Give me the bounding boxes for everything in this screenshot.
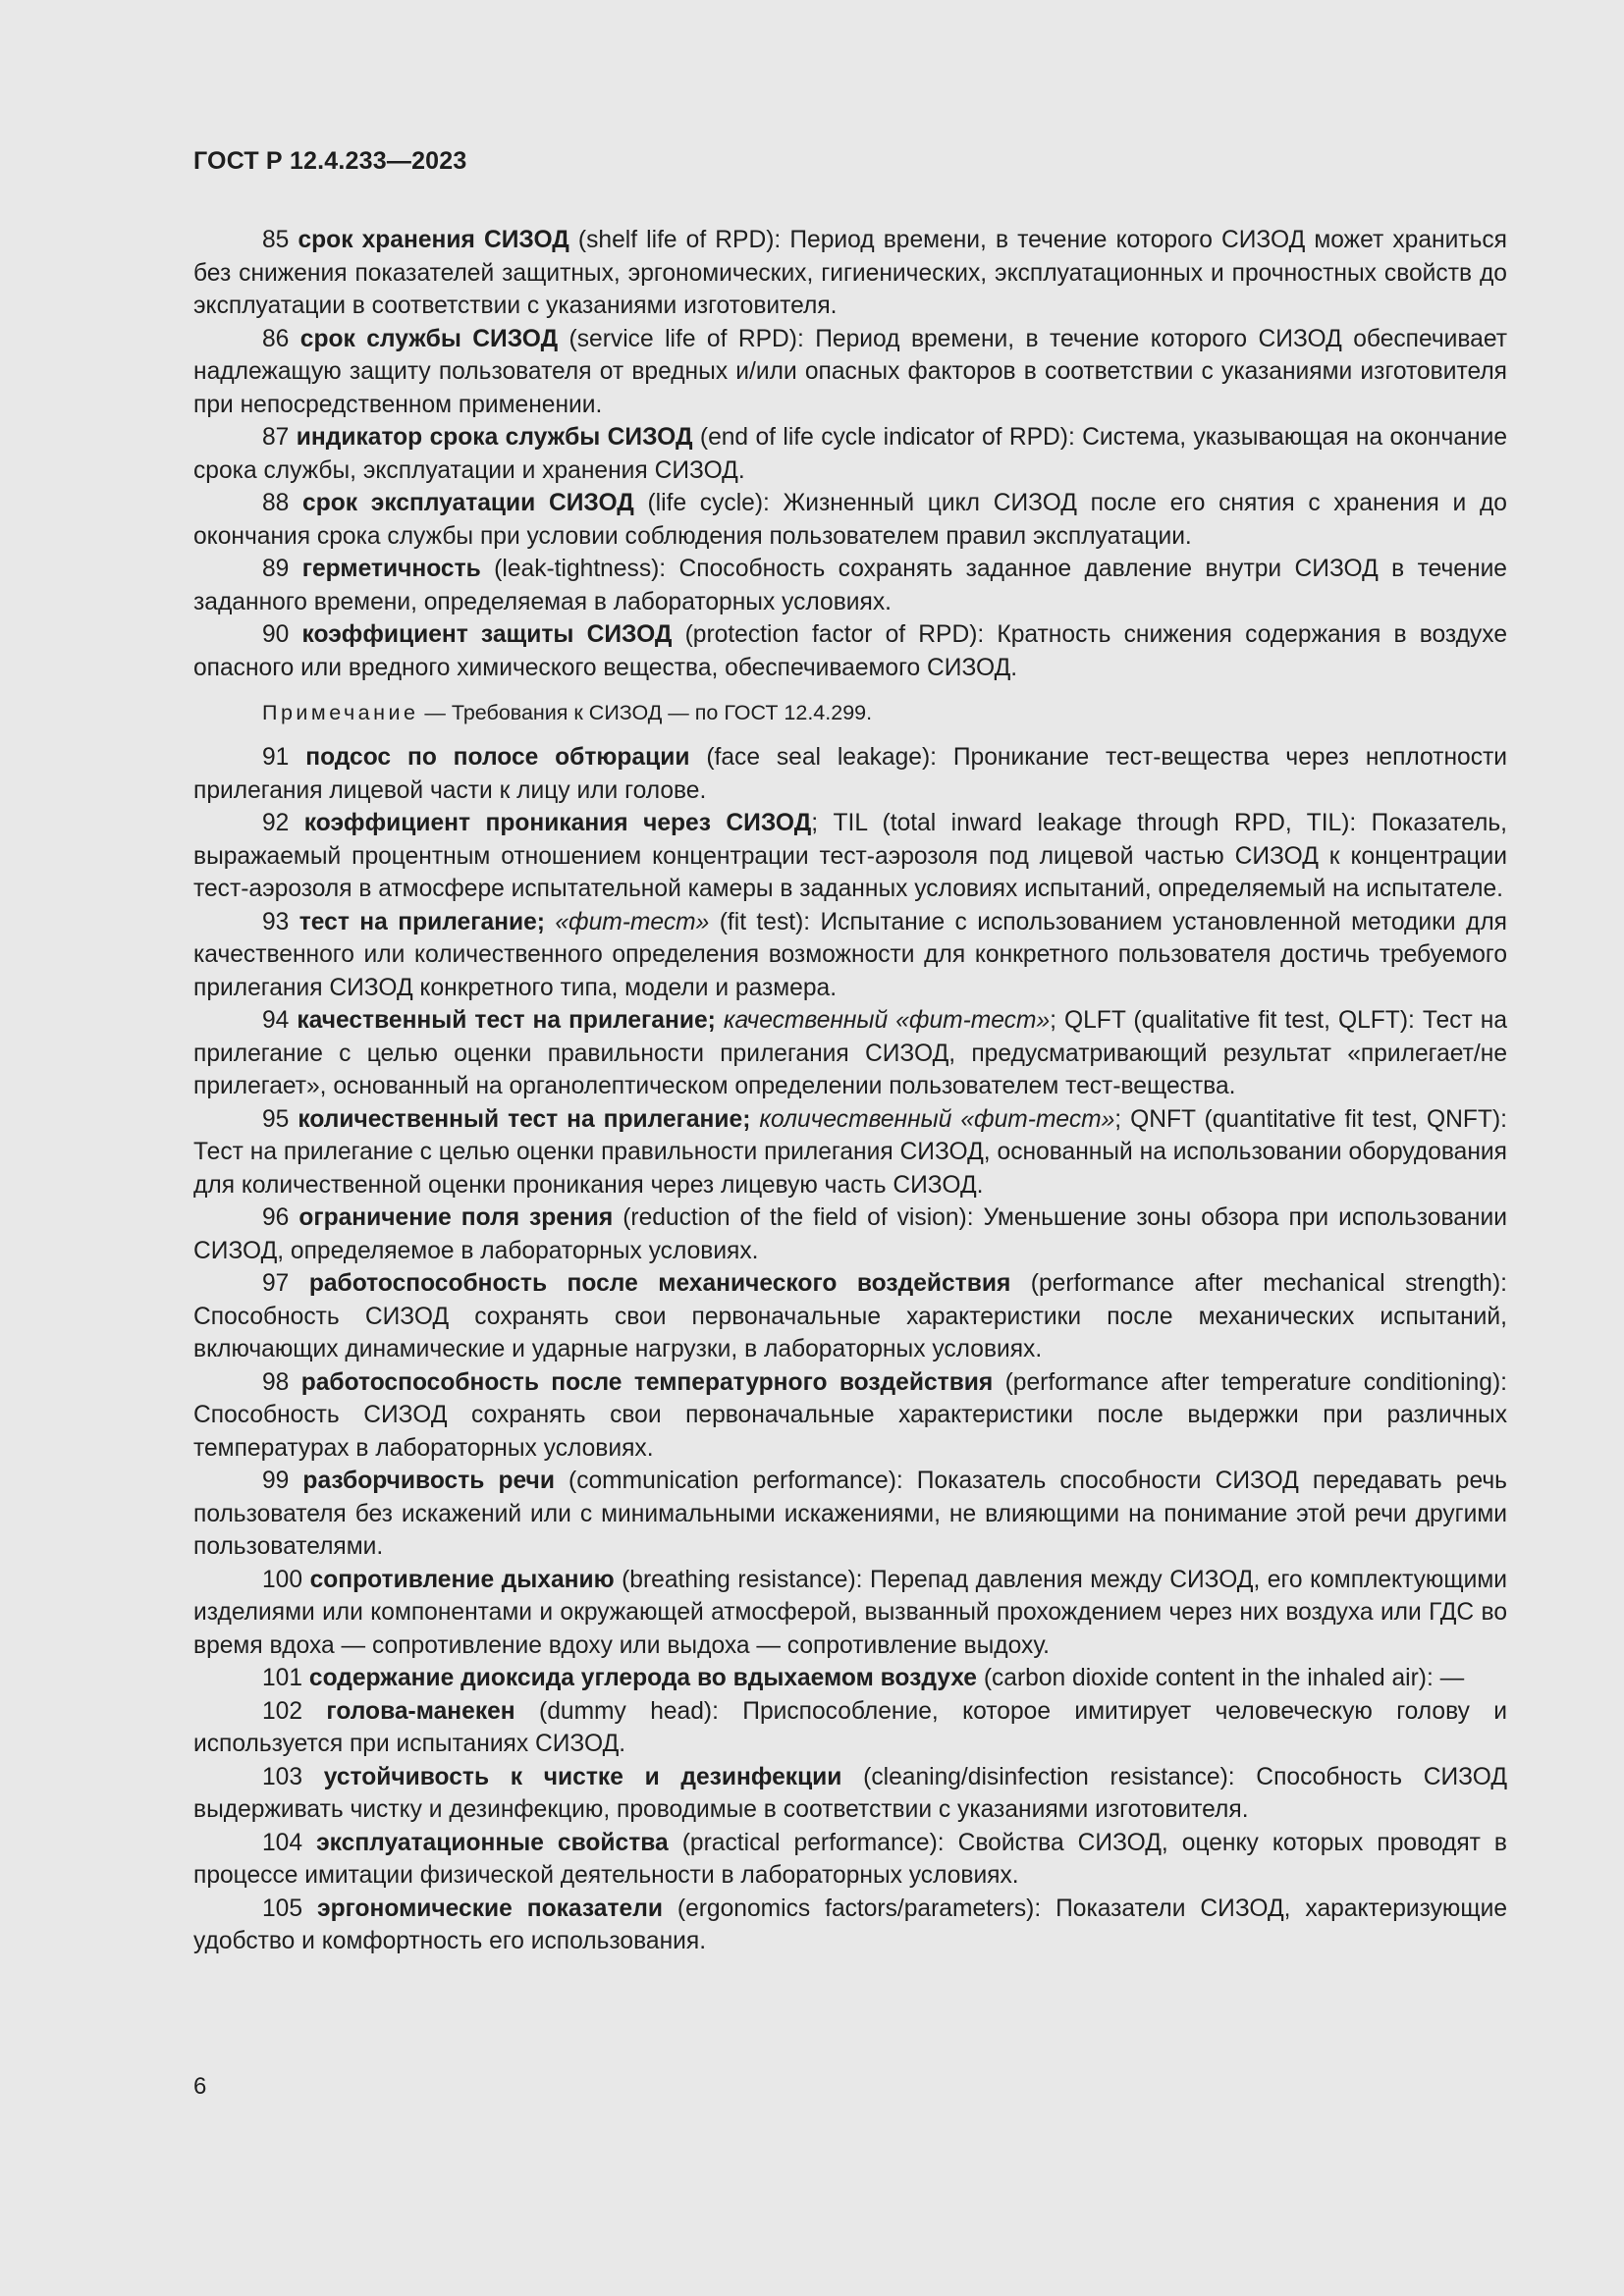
term-definition: ; TIL (total inward leakage through RPD, TIL): Показатель, выражаемый процентным отношением концентрации тест-аэрозоля под лицевой частью СИЗОД к концентрации тест-аэрозоля в атмосфере испытательной камеры в заданных условиях испытаний, определяемый на испытателе. xyxy=(193,810,1507,902)
term-number: 95 xyxy=(262,1105,290,1133)
term-number: 85 xyxy=(262,227,290,253)
note-label: Примечание xyxy=(262,701,419,724)
term-88 xyxy=(193,487,1507,553)
term-92 xyxy=(193,807,1507,906)
term-number: 88 xyxy=(262,490,290,516)
term-number: 96 xyxy=(262,1204,290,1231)
term-97 xyxy=(193,1267,1507,1366)
term-title: ограничение поля зрения xyxy=(298,1204,614,1231)
term-title: коэффициент проникания через СИЗОД xyxy=(303,810,812,836)
term-title: коэффициент защиты СИЗОД xyxy=(301,621,673,648)
term-91 xyxy=(193,741,1507,807)
term-number: 105 xyxy=(262,1895,303,1922)
term-title: разборчивость речи xyxy=(302,1468,555,1494)
term-number: 90 xyxy=(262,621,290,648)
term-definition: (ergonomics factors/parameters): Показатели СИЗОД, характеризующие удобство и комфортность его использования. xyxy=(193,1895,1508,1954)
term-title: количественный тест на прилегание; xyxy=(298,1105,751,1133)
term-99 xyxy=(193,1465,1507,1564)
term-alt-name: количественный «фит-тест» xyxy=(750,1105,1115,1133)
term-definition: (practical performance): Свойства СИЗОД, оценку которых проводят в процессе имитации физической деятельности в лабораторных условиях. xyxy=(193,1829,1507,1889)
term-title: срок службы СИЗОД xyxy=(299,325,559,352)
term-definition: (breathing resistance): Перепад давления между СИЗОД, его комплектующими изделиями или компонентами и окружающей атмосферой, вызванный прохождением через них воздуха или ГДС во время вдоха — сопротивление вдоху или выдоха — сопротивление выдоху. xyxy=(193,1566,1507,1659)
term-number: 86 xyxy=(262,325,290,352)
term-definition: (performance after temperature conditioning): Способность СИЗОД сохранять свои первоначальные характеристики после выдержки при различных температурах в лабораторных условиях. xyxy=(193,1368,1507,1462)
term-definition: (reduction of the field of vision): Уменьшение зоны обзора при использовании СИЗОД, определяемое в лабораторных условиях. xyxy=(193,1204,1507,1264)
term-definition: ; QLFT (qualitative fit test, QLFT): Тест на прилегание с целью оценки правильности прилегания СИЗОД, предусматривающий результат «прилегает/не прилегает», основанный на органолептическом определении пользователем тест-вещества. xyxy=(193,1007,1507,1099)
term-number: 94 xyxy=(262,1007,290,1034)
term-102 xyxy=(193,1695,1507,1761)
term-number: 100 xyxy=(262,1566,303,1593)
term-title: содержание диоксида углерода во вдыхаемом воздухе xyxy=(308,1665,977,1691)
term-definition: (carbon dioxide content in the inhaled air): — xyxy=(976,1665,1465,1691)
term-number: 102 xyxy=(262,1697,303,1725)
term-94 xyxy=(193,1004,1507,1103)
term-alt-name: «фит-тест» xyxy=(544,908,710,935)
term-title: тест на прилегание; xyxy=(298,908,545,935)
term-definition: (protection factor of RPD): Кратность снижения содержания в воздухе опасного или вредного химического вещества, обеспечиваемого СИЗОД. xyxy=(193,621,1507,681)
term-number: 89 xyxy=(262,556,290,582)
term-title: голова-манекен xyxy=(326,1697,515,1725)
term-title: индикатор срока службы СИЗОД xyxy=(296,424,693,451)
term-100 xyxy=(193,1564,1507,1663)
term-105 xyxy=(193,1893,1507,1958)
document-header: ГОСТ Р 12.4.233—2023 xyxy=(193,147,467,175)
term-title: сопротивление дыханию xyxy=(309,1566,615,1593)
term-definition: (face seal leakage): Проникание тест-вещества через неплотности прилегания лицевой части к лицу или голове. xyxy=(193,744,1508,804)
term-definition: (cleaning/disinfection resistance): Способность СИЗОД выдерживать чистку и дезинфекцию, проводимые в соответствии с указаниями изготовителя. xyxy=(193,1763,1507,1823)
term-title: эксплуатационные свойства xyxy=(316,1829,669,1856)
term-definition: (dummy head): Приспособление, которое имитирует человеческую голову и используется при испытаниях СИЗОД. xyxy=(193,1697,1508,1757)
note xyxy=(262,698,1507,727)
page-number: 6 xyxy=(193,2073,207,2100)
document-body xyxy=(193,224,1507,1958)
term-definition: (communication performance): Показатель способности СИЗОД передавать речь пользователя без искажений или с минимальными искажениями, не влияющими на понимание этой речи другими пользователями. xyxy=(193,1468,1507,1560)
term-96 xyxy=(193,1201,1507,1267)
term-number: 92 xyxy=(262,810,290,836)
term-95 xyxy=(193,1103,1507,1202)
term-number: 103 xyxy=(262,1763,303,1790)
term-title: герметичность xyxy=(301,556,481,582)
term-101 xyxy=(193,1662,1507,1695)
term-87 xyxy=(193,421,1507,487)
term-90 xyxy=(193,618,1507,684)
term-number: 97 xyxy=(262,1270,290,1297)
term-title: подсос по полосе обтюрации xyxy=(305,744,690,771)
term-number: 93 xyxy=(262,908,290,935)
term-definition: (shelf life of RPD): Период времени, в течение которого СИЗОД может храниться без снижения показателей защитных, эргономических, гигиенических, эксплуатационных и прочностных свойств до эксплуатации в соответствии с указаниями изготовителя. xyxy=(193,227,1508,319)
term-title: работоспособность после механического воздействия xyxy=(308,1270,1011,1297)
term-title: работоспособность после температурного воздействия xyxy=(300,1368,994,1396)
term-89 xyxy=(193,553,1507,618)
term-definition: ; QNFT (quantitative fit test, QNFT): Тест на прилегание с целью оценки правильности прилегания СИЗОД, основанный на использовании оборудования для количественной оценки проникания через лицевую часть СИЗОД. xyxy=(193,1105,1507,1199)
term-85 xyxy=(193,224,1507,323)
term-title: срок эксплуатации СИЗОД xyxy=(302,490,634,516)
term-definition: (end of life cycle indicator of RPD): Система, указывающая на окончание срока службы, эксплуатации и хранения СИЗОД. xyxy=(193,424,1507,484)
term-93 xyxy=(193,906,1507,1005)
term-title: срок хранения СИЗОД xyxy=(298,227,569,253)
term-definition: (service life of RPD): Период времени, в течение которого СИЗОД обеспечивает надлежащую защиту пользователя от вредных и/или опасных факторов в соответствии с указаниями изготовителя при непосредственном применении. xyxy=(193,325,1507,418)
term-number: 87 xyxy=(262,424,290,451)
term-definition: (life cycle): Жизненный цикл СИЗОД после его снятия с хранения и до окончания срока службы при условии соблюдения пользователем правил эксплуатации. xyxy=(193,490,1507,550)
term-title: устойчивость к чистке и дезинфекции xyxy=(323,1763,842,1790)
term-number: 101 xyxy=(262,1665,303,1691)
term-number: 91 xyxy=(262,744,290,771)
term-104 xyxy=(193,1827,1507,1893)
term-title: эргономические показатели xyxy=(316,1895,663,1922)
term-alt-name: качественный «фит-тест» xyxy=(715,1007,1051,1034)
term-definition: (leak-tightness): Способность сохранять заданное давление внутри СИЗОД в течение заданного времени, определяемая в лабораторных условиях. xyxy=(193,556,1507,615)
term-definition: (fit test): Испытание с использованием установленной методики для качественного или количественного определения возможности для конкретного пользователя достичь требуемого прилегания СИЗОД конкретного типа, модели и размера. xyxy=(193,908,1507,1001)
term-number: 104 xyxy=(262,1829,303,1856)
note-text: — Требования к СИЗОД — по ГОСТ 12.4.299. xyxy=(418,701,873,724)
term-103 xyxy=(193,1761,1507,1827)
term-title: качественный тест на прилегание; xyxy=(297,1007,716,1034)
term-number: 99 xyxy=(262,1468,290,1494)
term-number: 98 xyxy=(262,1368,290,1396)
term-definition: (performance after mechanical strength): Способность СИЗОД сохранять свои первоначальные характеристики после механических испытаний, включающих динамические и ударные нагрузки, в лабораторных условиях. xyxy=(193,1270,1507,1362)
term-98 xyxy=(193,1366,1507,1466)
term-86 xyxy=(193,323,1507,422)
